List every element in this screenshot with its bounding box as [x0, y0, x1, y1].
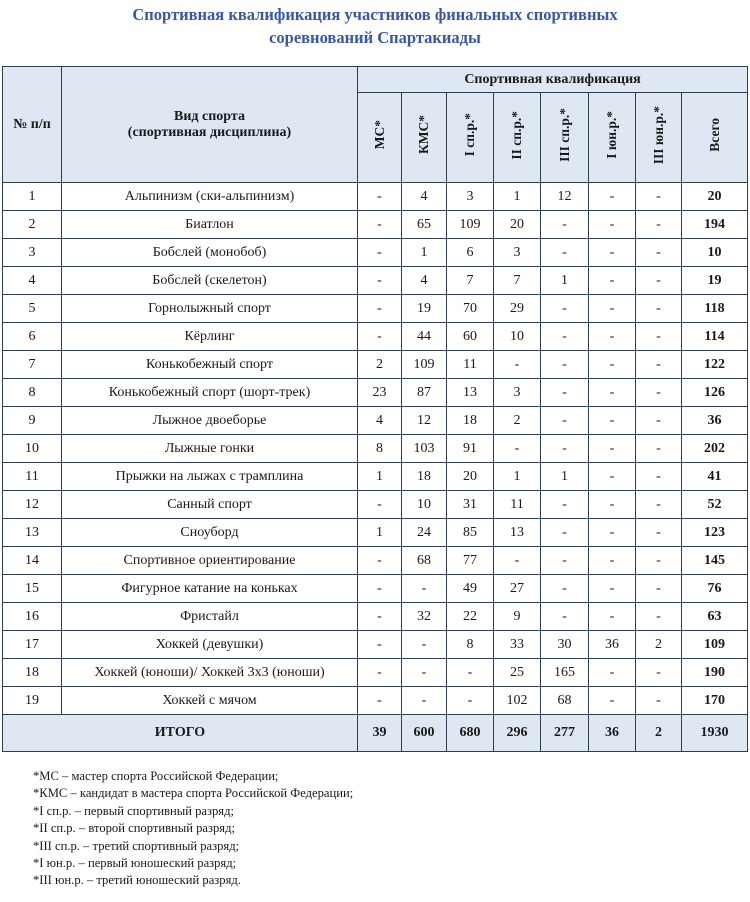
total-kms: 600	[402, 715, 447, 752]
cell-r3: -	[541, 519, 589, 547]
cell-r1: 3	[447, 183, 494, 211]
cell-sport: Конькобежный спорт (шорт-трек)	[62, 379, 358, 407]
cell-num: 11	[3, 463, 62, 491]
total-y3: 2	[636, 715, 682, 752]
table-row	[3, 687, 748, 715]
cell-r1: 70	[447, 295, 494, 323]
cell-total: 63	[682, 603, 748, 631]
cell-ms: 4	[358, 407, 402, 435]
cell-kms: 32	[402, 603, 447, 631]
column-header-label: МС*	[371, 120, 387, 150]
cell-r1: 85	[447, 519, 494, 547]
cell-num: 14	[3, 547, 62, 575]
title-line-2: соревнований Спартакиады	[269, 28, 481, 47]
cell-r2: 29	[494, 295, 541, 323]
cell-y3: 2	[636, 631, 682, 659]
table-row	[3, 351, 748, 379]
cell-ms: -	[358, 603, 402, 631]
table-row	[3, 519, 748, 547]
cell-y3: -	[636, 295, 682, 323]
cell-r1: 18	[447, 407, 494, 435]
cell-total: 202	[682, 435, 748, 463]
cell-ms: 1	[358, 519, 402, 547]
cell-kms: -	[402, 631, 447, 659]
cell-sport: Хоккей (юноши)/ Хоккей 3х3 (юноши)	[62, 659, 358, 687]
cell-num: 9	[3, 407, 62, 435]
cell-kms: 18	[402, 463, 447, 491]
cell-r3: -	[541, 407, 589, 435]
cell-ms: -	[358, 659, 402, 687]
column-header-r1	[447, 93, 494, 183]
cell-total: 118	[682, 295, 748, 323]
cell-ms: -	[358, 575, 402, 603]
footnote-item: *II сп.р. – второй спортивный разряд;	[33, 821, 235, 836]
footnote-item: *МС – мастер спорта Российской Федерации;	[33, 769, 279, 783]
table-row	[3, 239, 748, 267]
cell-y1: -	[589, 267, 636, 295]
cell-r2: 20	[494, 211, 541, 239]
cell-y3: -	[636, 575, 682, 603]
cell-r3: 12	[541, 183, 589, 211]
cell-y1: -	[589, 687, 636, 715]
cell-kms: -	[402, 575, 447, 603]
cell-r3: -	[541, 603, 589, 631]
cell-sport: Сноуборд	[62, 519, 358, 547]
cell-r1: 91	[447, 435, 494, 463]
table-row	[3, 435, 748, 463]
cell-r2: 1	[494, 183, 541, 211]
cell-num: 6	[3, 323, 62, 351]
column-header-label: I юн.р.*	[604, 111, 619, 159]
cell-r2: 7	[494, 267, 541, 295]
cell-r1: 7	[447, 267, 494, 295]
cell-r1: 22	[447, 603, 494, 631]
cell-r3: -	[541, 575, 589, 603]
cell-ms: 23	[358, 379, 402, 407]
cell-ms: -	[358, 239, 402, 267]
cell-sport: Бобслей (скелетон)	[62, 267, 358, 295]
cell-ms: 1	[358, 463, 402, 491]
cell-num: 19	[3, 687, 62, 715]
cell-r2: 1	[494, 463, 541, 491]
cell-r1: 8	[447, 631, 494, 659]
cell-y1: -	[589, 659, 636, 687]
cell-num: 10	[3, 435, 62, 463]
cell-r2: 13	[494, 519, 541, 547]
cell-r2: 3	[494, 379, 541, 407]
cell-y3: -	[636, 603, 682, 631]
cell-ms: 8	[358, 435, 402, 463]
total-total: 1930	[682, 715, 748, 752]
header-qualification-group: Спортивная квалификация	[358, 67, 748, 93]
cell-ms: -	[358, 491, 402, 519]
cell-num: 18	[3, 659, 62, 687]
header-sport	[62, 67, 358, 183]
cell-r3: -	[541, 211, 589, 239]
table-row	[3, 379, 748, 407]
cell-r3: 165	[541, 659, 589, 687]
cell-y3: -	[636, 463, 682, 491]
cell-r1: 6	[447, 239, 494, 267]
total-r2: 296	[494, 715, 541, 752]
cell-kms: 24	[402, 519, 447, 547]
cell-y3: -	[636, 351, 682, 379]
cell-sport: Хоккей (девушки)	[62, 631, 358, 659]
cell-r3: 1	[541, 267, 589, 295]
page-title	[0, 3, 750, 49]
qualification-table	[2, 66, 748, 752]
cell-total: 36	[682, 407, 748, 435]
cell-num: 4	[3, 267, 62, 295]
cell-y1: -	[589, 379, 636, 407]
cell-ms: -	[358, 631, 402, 659]
cell-y3: -	[636, 267, 682, 295]
cell-kms: -	[402, 659, 447, 687]
cell-total: 190	[682, 659, 748, 687]
cell-ms: -	[358, 323, 402, 351]
table-row	[3, 463, 748, 491]
cell-y3: -	[636, 379, 682, 407]
cell-r3: 1	[541, 463, 589, 491]
cell-r2: 33	[494, 631, 541, 659]
cell-y1: -	[589, 407, 636, 435]
header-num: № п/п	[3, 67, 62, 183]
cell-kms: 103	[402, 435, 447, 463]
cell-r2: -	[494, 547, 541, 575]
header-sport-line1: Вид спорта	[174, 108, 245, 124]
cell-kms: 4	[402, 267, 447, 295]
cell-y3: -	[636, 687, 682, 715]
cell-kms: 19	[402, 295, 447, 323]
cell-r3: -	[541, 351, 589, 379]
cell-kms: -	[402, 687, 447, 715]
table-row	[3, 491, 748, 519]
cell-total: 109	[682, 631, 748, 659]
cell-y3: -	[636, 491, 682, 519]
cell-sport: Фигурное катание на коньках	[62, 575, 358, 603]
cell-r2: 102	[494, 687, 541, 715]
table-row	[3, 631, 748, 659]
total-ms: 39	[358, 715, 402, 752]
column-header-r2	[494, 93, 541, 183]
cell-r3: 68	[541, 687, 589, 715]
column-header-label: III сп.р.*	[556, 108, 572, 162]
cell-y3: -	[636, 407, 682, 435]
cell-total: 145	[682, 547, 748, 575]
cell-sport: Кёрлинг	[62, 323, 358, 351]
cell-kms: 12	[402, 407, 447, 435]
footnote-item: *I юн.р. – первый юношеский разряд;	[33, 856, 237, 871]
cell-r2: 9	[494, 603, 541, 631]
column-header-label: III юн.р.*	[650, 105, 666, 165]
cell-y1: -	[589, 491, 636, 519]
total-y1: 36	[589, 715, 636, 752]
cell-y1: -	[589, 239, 636, 267]
column-header-total	[682, 93, 748, 183]
cell-y1: -	[589, 575, 636, 603]
cell-sport: Горнолыжный спорт	[62, 295, 358, 323]
cell-r1: 11	[447, 351, 494, 379]
cell-sport: Спортивное ориентирование	[62, 547, 358, 575]
cell-ms: -	[358, 211, 402, 239]
table-row	[3, 295, 748, 323]
cell-num: 7	[3, 351, 62, 379]
cell-r2: 27	[494, 575, 541, 603]
footnote-item: *III сп.р. – третий спортивный разряд;	[33, 838, 240, 853]
footnote-item: *III юн.р. – третий юношеский разряд.	[33, 873, 241, 888]
table-row	[3, 323, 748, 351]
cell-y1: -	[589, 351, 636, 379]
cell-y3: -	[636, 547, 682, 575]
cell-r1: 109	[447, 211, 494, 239]
column-header-label: КМС*	[416, 115, 431, 155]
cell-y1: -	[589, 211, 636, 239]
cell-r1: -	[447, 659, 494, 687]
cell-total: 114	[682, 323, 748, 351]
cell-kms: 10	[402, 491, 447, 519]
cell-sport: Лыжные гонки	[62, 435, 358, 463]
cell-kms: 44	[402, 323, 447, 351]
cell-total: 76	[682, 575, 748, 603]
total-r1: 680	[447, 715, 494, 752]
cell-r3: -	[541, 239, 589, 267]
cell-total: 123	[682, 519, 748, 547]
cell-ms: -	[358, 547, 402, 575]
cell-r1: 31	[447, 491, 494, 519]
cell-kms: 1	[402, 239, 447, 267]
cell-y3: -	[636, 323, 682, 351]
cell-y1: -	[589, 435, 636, 463]
header-sport-line2: (спортивная дисциплина)	[127, 124, 292, 140]
column-header-kms	[402, 93, 447, 183]
cell-y1: -	[589, 603, 636, 631]
cell-ms: -	[358, 295, 402, 323]
cell-r3: -	[541, 295, 589, 323]
cell-num: 17	[3, 631, 62, 659]
cell-kms: 68	[402, 547, 447, 575]
cell-num: 15	[3, 575, 62, 603]
cell-y3: -	[636, 659, 682, 687]
cell-r3: -	[541, 435, 589, 463]
footnote-item: *КМС – кандидат в мастера спорта Российской Федерации;	[33, 786, 354, 801]
cell-num: 5	[3, 295, 62, 323]
column-header-label: I сп.р.*	[462, 113, 477, 157]
table-row	[3, 183, 748, 211]
title-line-1: Спортивная квалификация участников финальных спортивных	[132, 5, 618, 24]
cell-num: 16	[3, 603, 62, 631]
cell-y3: -	[636, 435, 682, 463]
cell-kms: 109	[402, 351, 447, 379]
cell-r2: 25	[494, 659, 541, 687]
cell-kms: 4	[402, 183, 447, 211]
cell-sport: Бобслей (монобоб)	[62, 239, 358, 267]
total-r3: 277	[541, 715, 589, 752]
cell-sport: Конькобежный спорт	[62, 351, 358, 379]
cell-num: 12	[3, 491, 62, 519]
cell-y3: -	[636, 183, 682, 211]
cell-y1: -	[589, 295, 636, 323]
cell-y1: -	[589, 323, 636, 351]
cell-ms: -	[358, 687, 402, 715]
footnotes	[33, 768, 353, 890]
cell-y1: -	[589, 519, 636, 547]
cell-total: 122	[682, 351, 748, 379]
cell-r1: 13	[447, 379, 494, 407]
cell-num: 2	[3, 211, 62, 239]
cell-total: 126	[682, 379, 748, 407]
table-row	[3, 547, 748, 575]
cell-r1: 77	[447, 547, 494, 575]
cell-sport: Санный спорт	[62, 491, 358, 519]
cell-y3: -	[636, 211, 682, 239]
cell-r1: 20	[447, 463, 494, 491]
table-row	[3, 407, 748, 435]
cell-r3: -	[541, 323, 589, 351]
cell-num: 1	[3, 183, 62, 211]
cell-total: 170	[682, 687, 748, 715]
cell-r1: -	[447, 687, 494, 715]
total-label: ИТОГО	[3, 715, 358, 752]
cell-num: 8	[3, 379, 62, 407]
cell-y1: 36	[589, 631, 636, 659]
cell-sport: Лыжное двоеборье	[62, 407, 358, 435]
table-row	[3, 659, 748, 687]
footnote-item: *I сп.р. – первый спортивный разряд;	[33, 803, 234, 818]
cell-r3: -	[541, 491, 589, 519]
cell-total: 41	[682, 463, 748, 491]
cell-y3: -	[636, 519, 682, 547]
cell-total: 52	[682, 491, 748, 519]
cell-kms: 65	[402, 211, 447, 239]
column-header-label: II сп.р.*	[509, 110, 524, 160]
cell-r2: 3	[494, 239, 541, 267]
cell-num: 3	[3, 239, 62, 267]
column-header-label: Всего	[706, 118, 722, 152]
table-row	[3, 211, 748, 239]
column-header-ms	[358, 93, 402, 183]
cell-r3: 30	[541, 631, 589, 659]
cell-total: 194	[682, 211, 748, 239]
cell-r2: 11	[494, 491, 541, 519]
cell-sport: Альпинизм (ски-альпинизм)	[62, 183, 358, 211]
cell-ms: -	[358, 183, 402, 211]
cell-r2: -	[494, 351, 541, 379]
cell-total: 19	[682, 267, 748, 295]
cell-kms: 87	[402, 379, 447, 407]
cell-total: 10	[682, 239, 748, 267]
cell-r1: 49	[447, 575, 494, 603]
total-row	[3, 715, 748, 752]
cell-r1: 60	[447, 323, 494, 351]
cell-y3: -	[636, 239, 682, 267]
table-row	[3, 267, 748, 295]
cell-num: 13	[3, 519, 62, 547]
cell-r2: 2	[494, 407, 541, 435]
cell-y1: -	[589, 183, 636, 211]
column-header-r3	[541, 93, 589, 183]
column-header-y1	[589, 93, 636, 183]
cell-y1: -	[589, 547, 636, 575]
cell-r3: -	[541, 547, 589, 575]
cell-r3: -	[541, 379, 589, 407]
cell-total: 20	[682, 183, 748, 211]
cell-r2: -	[494, 435, 541, 463]
cell-ms: 2	[358, 351, 402, 379]
cell-sport: Хоккей с мячом	[62, 687, 358, 715]
table-row	[3, 575, 748, 603]
cell-sport: Прыжки на лыжах с трамплина	[62, 463, 358, 491]
column-header-y3	[636, 93, 682, 183]
cell-sport: Фристайл	[62, 603, 358, 631]
cell-y1: -	[589, 463, 636, 491]
cell-r2: 10	[494, 323, 541, 351]
cell-ms: -	[358, 267, 402, 295]
table-row	[3, 603, 748, 631]
cell-sport: Биатлон	[62, 211, 358, 239]
